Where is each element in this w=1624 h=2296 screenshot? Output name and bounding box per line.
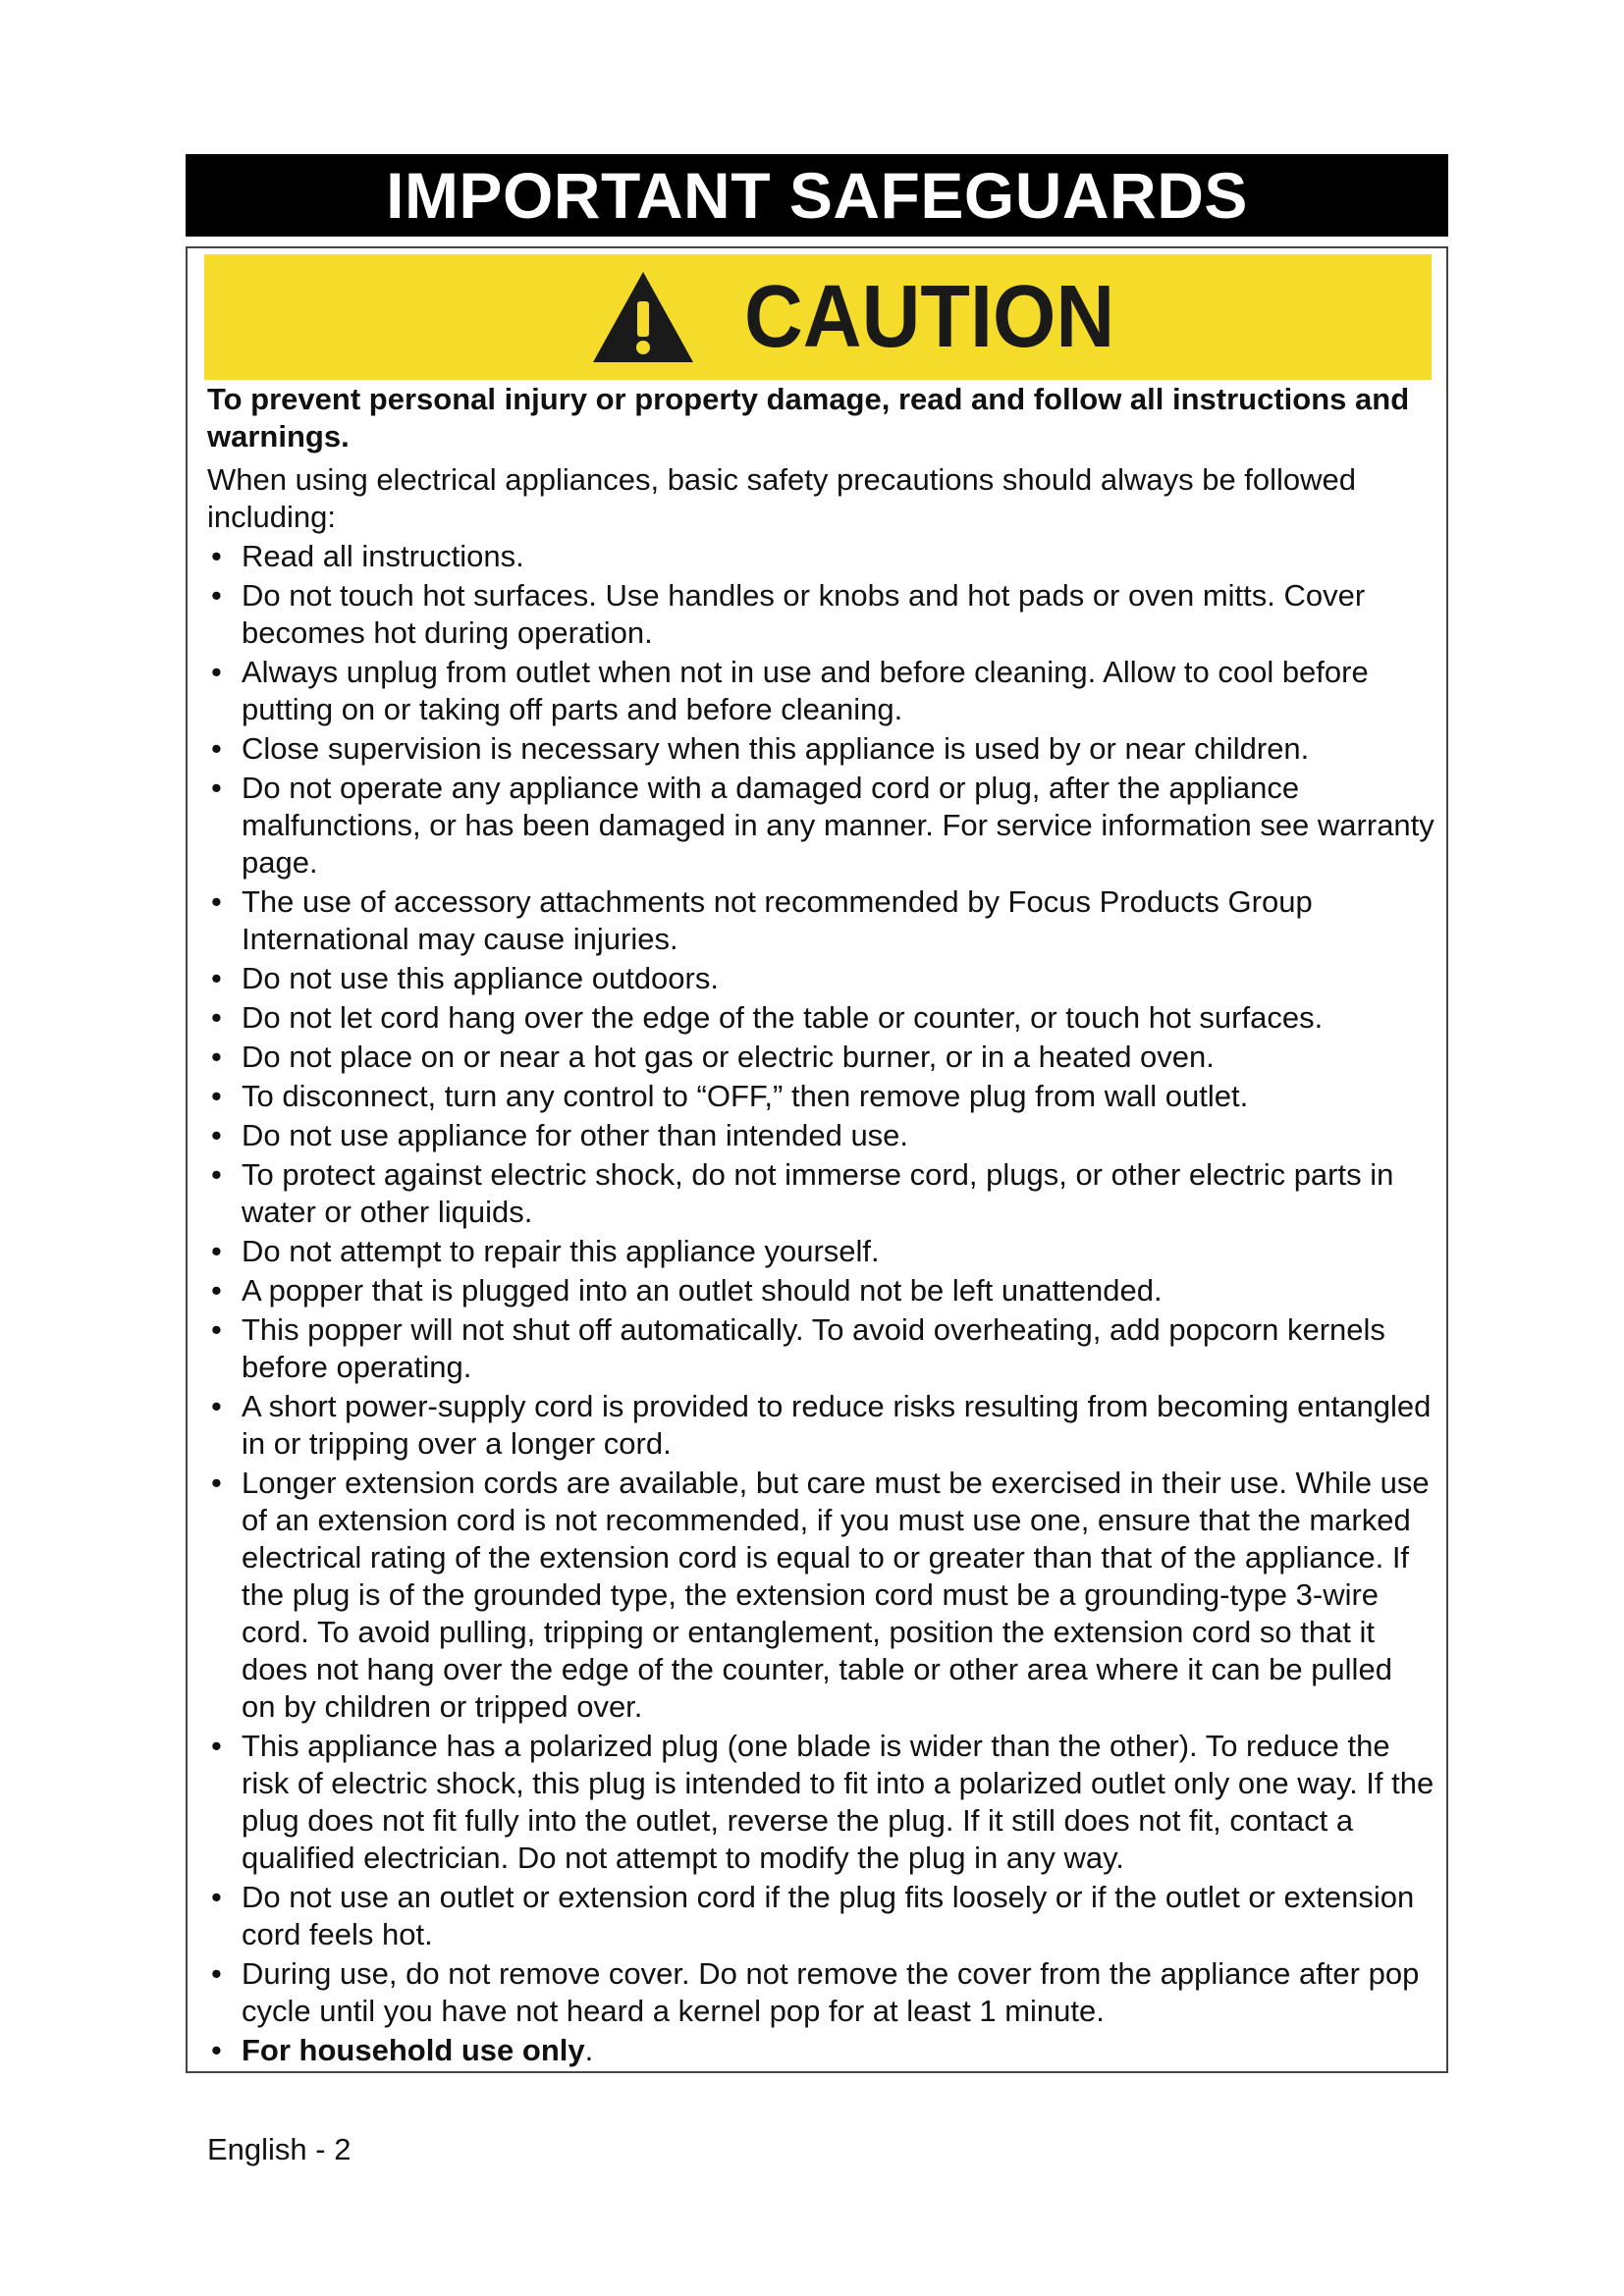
list-item — [207, 538, 1435, 575]
list-item-text: Always unplug from outlet when not in use and before cleaning. Allow to cool before putting on or taking off parts and before cleaning. — [242, 655, 1369, 726]
bullet-icon: • — [211, 1234, 222, 1268]
list-item-text: Do not use this appliance outdoors. — [242, 961, 719, 995]
list-item-text: A popper that is plugged into an outlet should not be left unattended. — [242, 1273, 1163, 1308]
list-item-text: To disconnect, turn any control to “OFF,” then remove plug from wall outlet. — [242, 1079, 1249, 1113]
list-item-text: Close supervision is necessary when this appliance is used by or near children. — [242, 731, 1310, 766]
bullet-icon: • — [211, 1880, 222, 1914]
bullet-icon: • — [211, 1729, 222, 1763]
list-item-text: Do not touch hot surfaces. Use handles or knobs and hot pads or oven mitts. Cover becomes hot during operation. — [242, 578, 1366, 650]
list-item — [207, 577, 1435, 652]
list-item — [207, 1465, 1435, 1726]
caution-banner — [204, 254, 1432, 380]
list-item — [207, 770, 1435, 881]
list-item-text: To protect against electric shock, do not immerse cord, plugs, or other electric parts in water or other liquids. — [242, 1157, 1394, 1229]
page-title: IMPORTANT SAFEGUARDS — [386, 159, 1248, 232]
bullet-icon: • — [211, 2033, 222, 2067]
list-item — [207, 1388, 1435, 1463]
list-item-text: This popper will not shut off automatically. To avoid overheating, add popcorn kernels before operating. — [242, 1312, 1385, 1384]
warning-triangle-icon — [589, 268, 697, 366]
bullet-icon: • — [211, 655, 222, 689]
caution-label: CAUTION — [744, 268, 1115, 366]
bullet-icon: • — [211, 731, 222, 766]
list-item — [207, 1156, 1435, 1231]
list-item — [207, 730, 1435, 768]
list-item — [207, 1039, 1435, 1076]
list-item — [207, 1879, 1435, 1953]
safeguards-box — [186, 246, 1448, 2073]
list-item-text: Do not use appliance for other than intended use. — [242, 1118, 909, 1152]
bullet-icon: • — [211, 1389, 222, 1423]
list-item — [207, 1078, 1435, 1115]
list-item-text: Do not attempt to repair this appliance yourself. — [242, 1234, 880, 1268]
bullet-icon: • — [211, 1040, 222, 1074]
bullet-icon: • — [211, 1956, 222, 1991]
bullet-icon: • — [211, 884, 222, 919]
list-item-text: Longer extension cords are available, but care must be exercised in their use. While use of an extension cord is not recommended, if you must use one, ensure that the marked electrical rating of the extension cord is equal to or greater than that of the appliance. If the plug is of the grounded type, the extension cord must be a grounding-type 3-wire cord. To avoid pulling, tripping or entanglement, position the extension cord so that it does not hang over the edge of the counter, table or other area where it can be pulled on by children or tripped over. — [242, 1466, 1430, 1724]
list-item — [207, 960, 1435, 997]
list-item-household — [207, 2032, 1435, 2069]
household-use-rest: . — [584, 2033, 594, 2067]
list-item-text: Do not use an outlet or extension cord if the plug fits loosely or if the outlet or extension cord feels hot. — [242, 1880, 1415, 1951]
list-item — [207, 1728, 1435, 1877]
list-item-text: Read all instructions. — [242, 539, 524, 573]
list-item-text: A short power-supply cord is provided to reduce risks resulting from becoming entangled in or tripping over a longer cord. — [242, 1389, 1432, 1461]
list-item — [207, 654, 1435, 728]
list-item — [207, 1272, 1435, 1309]
list-item — [207, 883, 1435, 958]
safeguards-list — [207, 538, 1435, 2069]
list-item-text: This appliance has a polarized plug (one blade is wider than the other). To reduce the risk of electric shock, this plug is intended to fit into a polarized outlet only one way. If the plug does not fit fully into the outlet, reverse the plug. If it still does not fit, contact a qualified electrician. Do not attempt to modify the plug in any way. — [242, 1729, 1435, 1875]
list-item — [207, 999, 1435, 1037]
bullet-icon: • — [211, 771, 222, 805]
lead-warning: To prevent personal injury or property damage, read and follow all instructions and warnings. — [207, 382, 1410, 454]
bullet-icon: • — [211, 961, 222, 995]
bullet-icon: • — [211, 1312, 222, 1347]
bullet-icon: • — [211, 1118, 222, 1152]
bullet-icon: • — [211, 1466, 222, 1500]
list-item — [207, 1233, 1435, 1270]
page-number: English - 2 — [207, 2132, 352, 2166]
bullet-icon: • — [211, 1157, 222, 1192]
safeguards-content — [207, 381, 1435, 2071]
bullet-icon: • — [211, 1000, 222, 1035]
list-item-text: Do not place on or near a hot gas or electric burner, or in a heated oven. — [242, 1040, 1215, 1074]
intro-text: When using electrical appliances, basic safety precautions should always be followed including: — [207, 462, 1357, 534]
household-use-bold: For household use only — [242, 2033, 585, 2067]
bullet-icon: • — [211, 539, 222, 573]
bullet-icon: • — [211, 578, 222, 613]
title-banner — [186, 154, 1448, 237]
list-item — [207, 1311, 1435, 1386]
list-item-text: During use, do not remove cover. Do not remove the cover from the appliance after pop cycle until you have not heard a kernel pop for at least 1 minute. — [242, 1956, 1420, 2028]
bullet-icon: • — [211, 1273, 222, 1308]
list-item-text: Do not let cord hang over the edge of the table or counter, or touch hot surfaces. — [242, 1000, 1324, 1035]
bullet-icon: • — [211, 1079, 222, 1113]
list-item-text: Do not operate any appliance with a damaged cord or plug, after the appliance malfunctions, or has been damaged in any manner. For service information see warranty page. — [242, 771, 1435, 880]
list-item — [207, 1955, 1435, 2030]
list-item — [207, 1117, 1435, 1154]
list-item-text: The use of accessory attachments not recommended by Focus Products Group International may cause injuries. — [242, 884, 1313, 956]
